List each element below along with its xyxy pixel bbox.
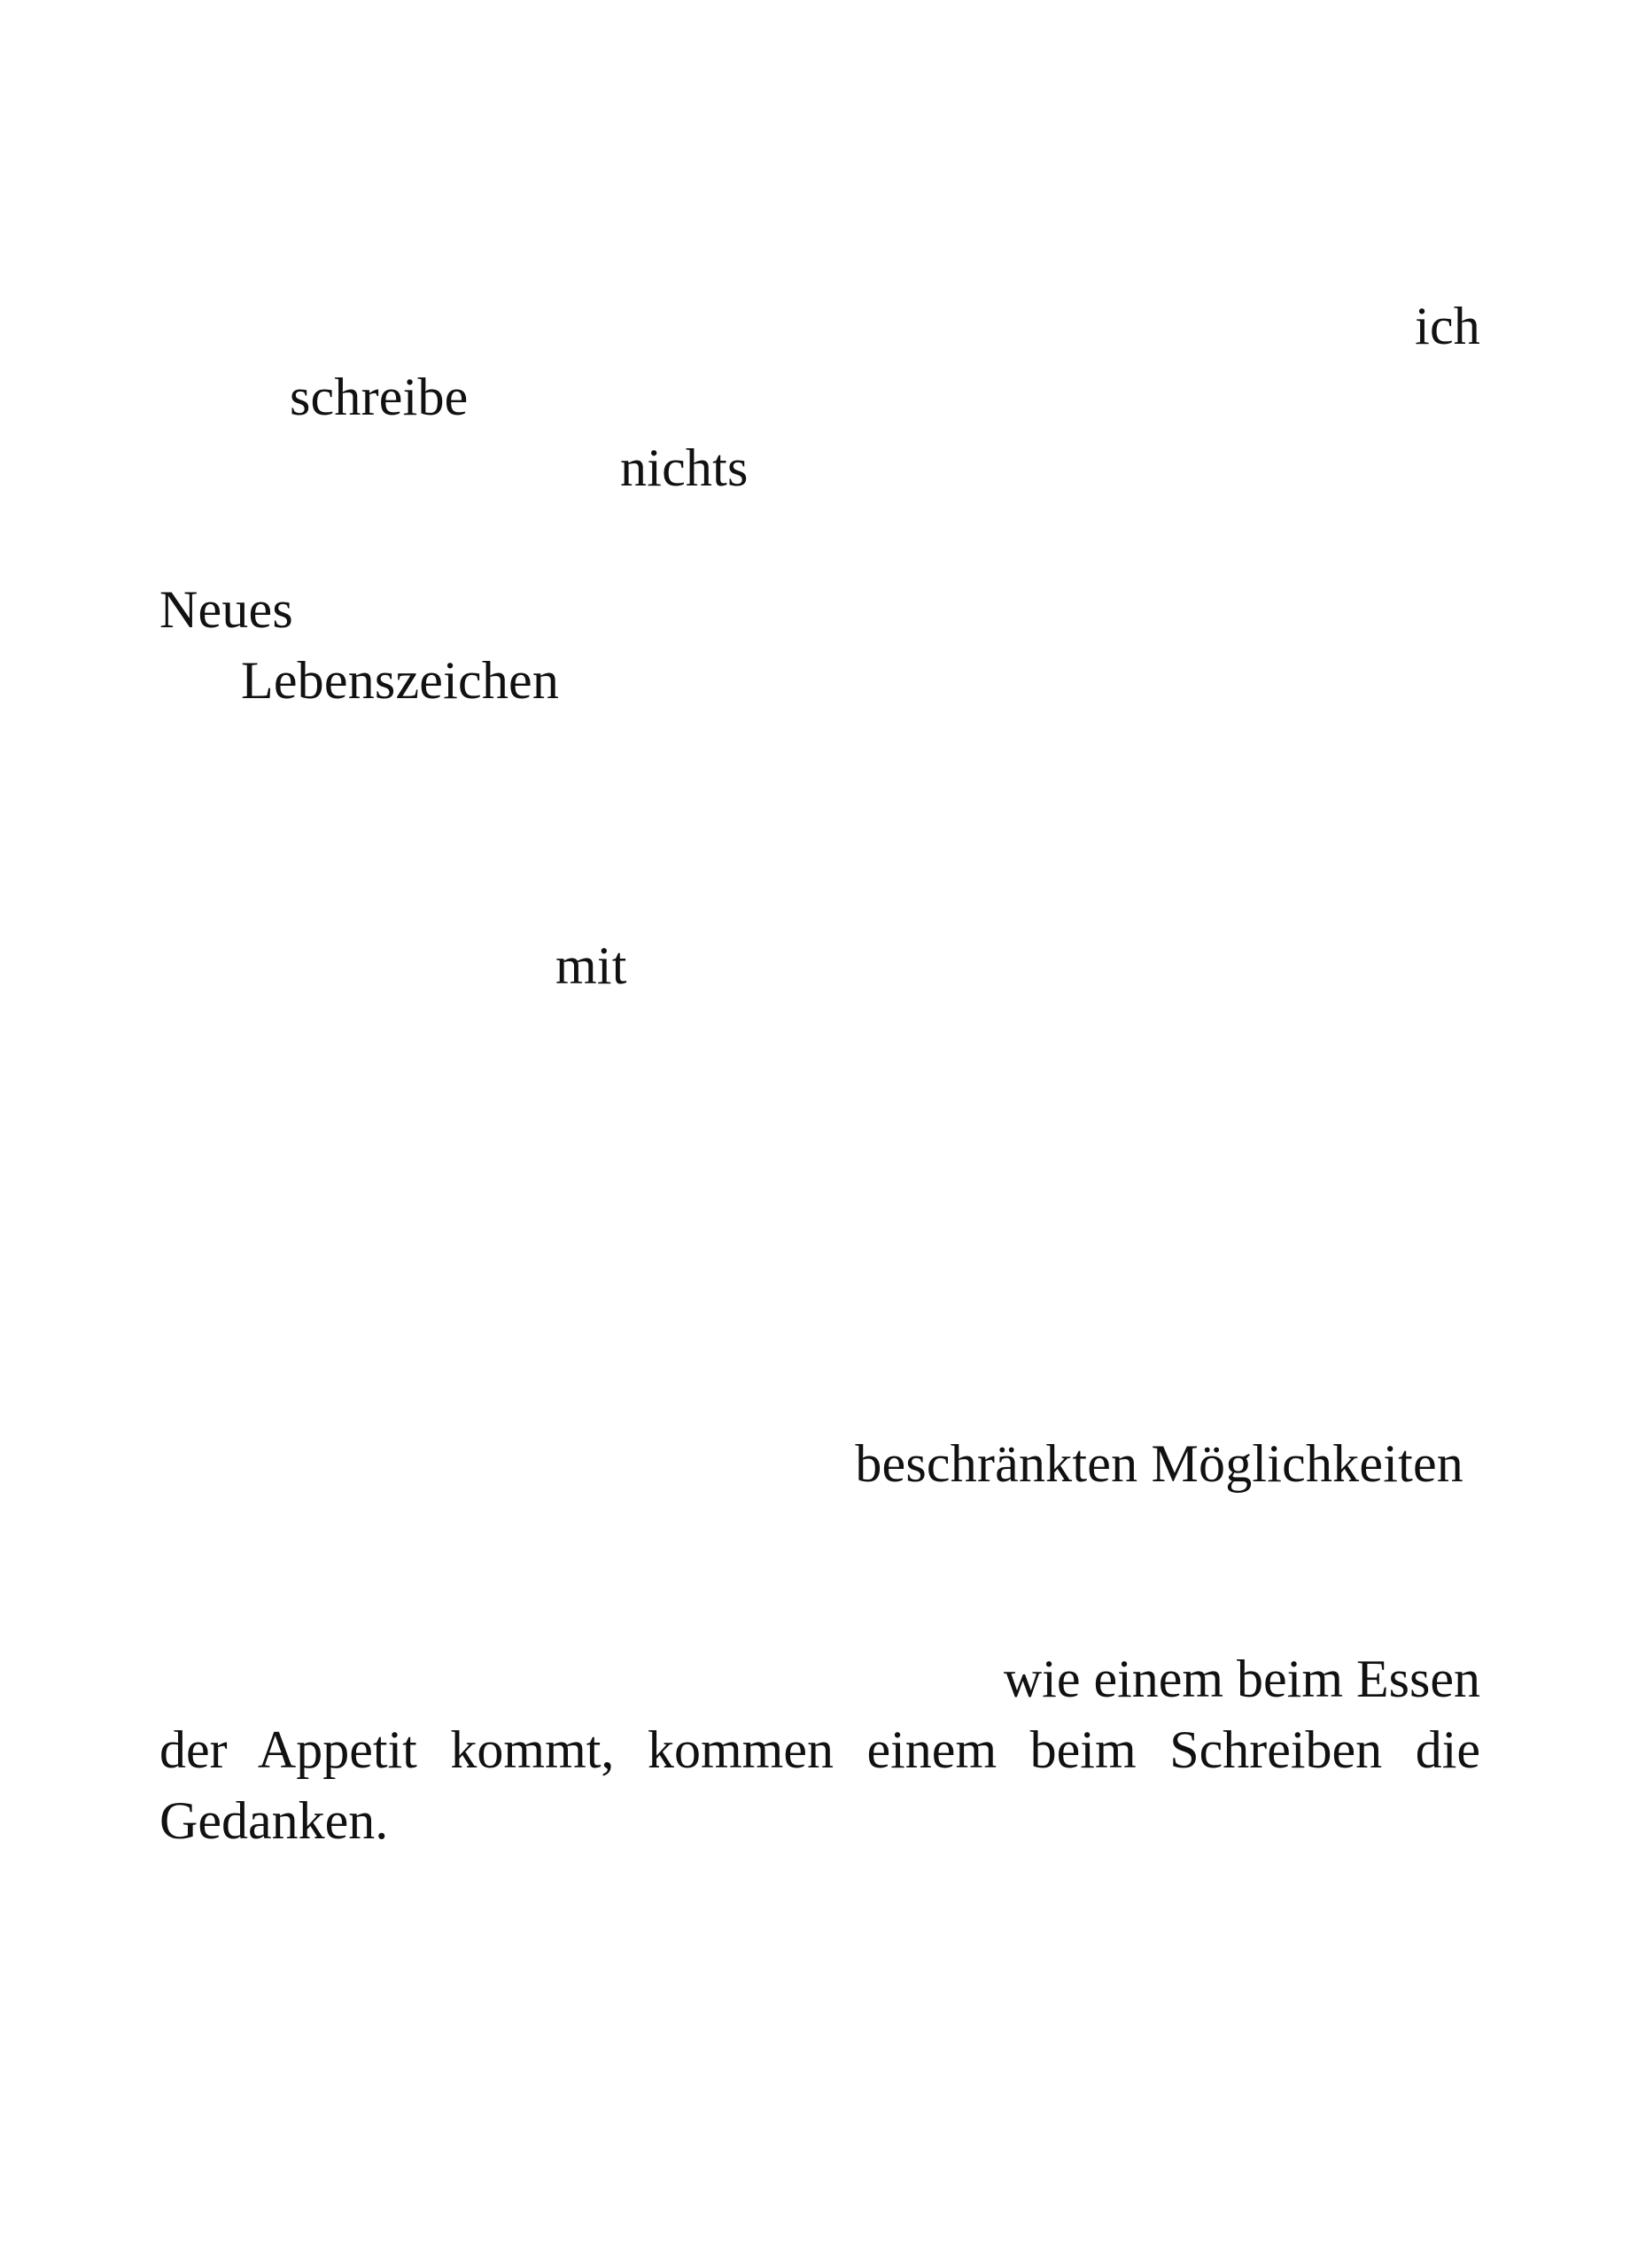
poem-word-ich: ich <box>1415 297 1480 355</box>
poem-phrase-beschraenkte-moeglichkeiten: beschränkten Möglichkeiten <box>855 1434 1463 1493</box>
poem-word-mit: mit <box>555 936 627 995</box>
closing-line-1: wie einem beim Essen <box>1003 1650 1480 1708</box>
poem-closing-stanza <box>159 1643 1480 1856</box>
poem-word-neues: Neues <box>159 580 293 639</box>
poem-word-lebenszeichen: Lebenszeichen <box>241 651 560 710</box>
closing-line-2: der Appetit kommt, kommen einem beim Schreiben die <box>159 1720 1480 1779</box>
poem-word-schreibe: schreibe <box>290 368 469 426</box>
closing-line-3: Gedanken. <box>159 1791 389 1850</box>
poem-word-nichts: nichts <box>620 439 749 497</box>
